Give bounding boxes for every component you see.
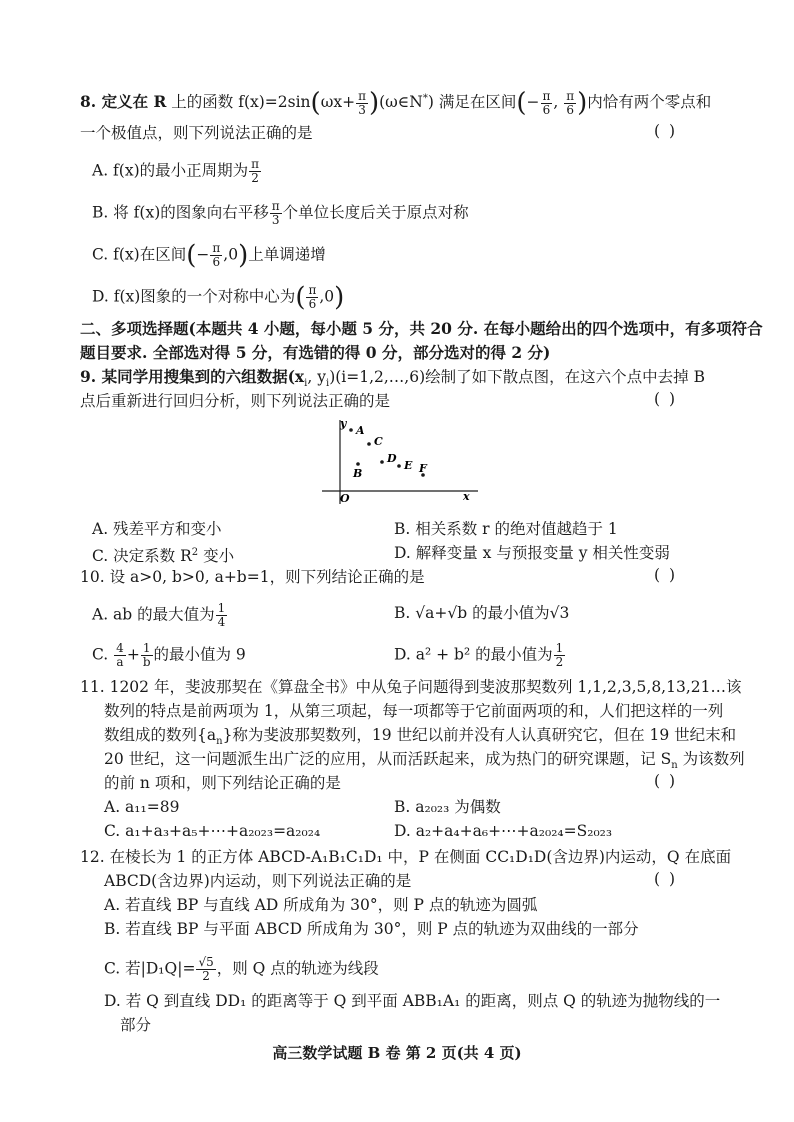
q11-line3: 数组成的数列$\{a_n\}$称为斐波那契数列，19 世纪以前并没有人认真研究它，但在 19 世纪末和 — [104, 726, 737, 748]
point-d-label: D — [387, 452, 397, 465]
q12-line1: 12. 在棱长为 1 的正方体 ABCD-A₁B₁C₁D₁ 中，P 在侧面 CC₁D₁D(含边界)内运动，Q 在底面 — [80, 848, 732, 866]
q12-line2: ABCD(含边界)内运动，则下列说法正确的是 — [104, 872, 412, 890]
q10-line1: 10. 设 a>0, b>0, a+b=1，则下列结论正确的是 — [80, 568, 425, 586]
q11-line5: 的前 n 项和，则下列结论正确的是 — [104, 774, 341, 792]
y-axis-label: y — [340, 417, 347, 430]
x-axis-label: x — [463, 490, 470, 503]
q12-option-c: C. 若|D₁Q|= $\frac{√5}{2}$ ，则 Q 点的轨迹为线段 — [104, 955, 379, 983]
q11-option-c: C. a₁+a₃+a₅+⋯+a₂₀₂₃=a₂₀₂₄ — [104, 822, 321, 840]
point-c-label: C — [374, 435, 383, 448]
point-a — [349, 428, 353, 432]
q9-answer-paren: ( ) — [654, 390, 678, 408]
q12-option-a: A. 若直线 BP 与直线 AD 所成角为 30°，则 P 点的轨迹为圆弧 — [104, 896, 538, 914]
q8-option-c: C. f(x)在区间(− $\frac{\pi}{6}$ ,0)上单调递增 — [92, 240, 326, 271]
q10-option-d: D. a² + b² 的最小值为 $\frac{1}{2}$ — [394, 641, 564, 669]
q9-option-c: C. 决定系数 $R^2$ 变小 — [92, 547, 235, 566]
q12-option-b: B. 若直线 BP 与平面 ABCD 所成角为 30°，则 P 点的轨迹为双曲线的一部分 — [104, 920, 639, 938]
scatter-plot — [318, 414, 488, 510]
section2-header-line2: 题目要求. 全部选对得 5 分，有选错的得 0 分，部分选对的得 2 分) — [80, 343, 551, 362]
point-f-label: F — [419, 462, 427, 475]
q10-option-a: A. ab 的最大值为 $\frac{1}{4}$ — [92, 601, 226, 629]
q11-line2: 数列的特点是前两项为 1，从第三项起，每一项都等于它前面两项的和，人们把这样的一列 — [104, 702, 724, 720]
q9-option-a: A. 残差平方和变小 — [92, 520, 222, 538]
q12-option-d-line2: 部分 — [120, 1016, 152, 1034]
point-b — [356, 462, 360, 466]
section2-header-line1: 二、多项选择题(本题共 4 小题，每小题 5 分，共 20 分. 在每小题给出的四个选项中，有多项符合 — [80, 319, 763, 338]
q11-line1: 11. 1202 年，斐波那契在《算盘全书》中从兔子问题得到斐波那契数列 1,1,2,3,5,8,13,21…该 — [80, 678, 742, 696]
q10-answer-paren: ( ) — [654, 566, 678, 584]
point-b-label: B — [353, 467, 363, 480]
point-e-label: E — [404, 459, 413, 472]
origin-label: O — [340, 492, 350, 505]
point-d — [380, 460, 384, 464]
q8-line1: 8. 定义在 R 上的函数 f(x)=2sin(ωx+ $\frac{\pi}{3}$ )(ω∈N*) 满足在区间(− $\frac{\pi}{6}$ , $\frac{\pi}{6}$ )内恰有两个零点和 — [80, 88, 712, 119]
page-footer: 高三数学试题 B 卷 第 2 页(共 4 页) — [272, 1044, 522, 1062]
point-e — [397, 464, 401, 468]
q11-option-a: A. a₁₁=89 — [104, 798, 180, 816]
point-c — [367, 442, 371, 446]
q9-option-b: B. 相关系数 r 的绝对值越趋于 1 — [394, 520, 618, 538]
q10-option-c: C. $\frac{4}{a}$ + $\frac{1}{b}$ 的最小值为 9 — [92, 641, 246, 669]
q10-option-b: B. √a+√b 的最小值为√3 — [394, 604, 570, 622]
q11-answer-paren: ( ) — [654, 772, 678, 790]
q11-option-d: D. a₂+a₄+a₆+⋯+a₂₀₂₄=S₂₀₂₃ — [394, 822, 613, 840]
q8-option-d: D. f(x)图象的一个对称中心为( $\frac{\pi}{6}$ ,0) — [92, 282, 345, 313]
q11-option-b: B. a₂₀₂₃ 为偶数 — [394, 798, 501, 816]
point-a-label: A — [356, 424, 365, 437]
q9-line2: 点后重新进行回归分析，则下列说法正确的是 — [80, 392, 391, 410]
q12-option-d-line1: D. 若 Q 到直线 DD₁ 的距离等于 Q 到平面 ABB₁A₁ 的距离，则点 Q 的轨迹为抛物线的一 — [104, 992, 721, 1010]
q8-option-a: A. f(x)的最小正周期为 $\frac{\pi}{2}$ — [92, 157, 260, 185]
q8-answer-paren: ( ) — [654, 122, 678, 140]
q8-line2: 一个极值点，则下列说法正确的是 — [80, 124, 313, 142]
q8-option-b: B. 将 f(x)的图象向右平移 $\frac{\pi}{3}$ 个单位长度后关于原点对称 — [92, 199, 469, 227]
q11-line4: 20 世纪，这一问题派生出广泛的应用，从而活跃起来，成为热门的研究课题，记 $S_n$ 为该数列 — [104, 750, 745, 772]
q12-answer-paren: ( ) — [654, 870, 678, 888]
q9-line1: 9. 某同学用搜集到的六组数据($x_i$, $y_i)(i=1,2,\dots,6)$绘制了如下散点图，在这六个点中去掉 B — [80, 367, 705, 390]
q9-option-d: D. 解释变量 x 与预报变量 y 相关性变弱 — [394, 544, 670, 562]
